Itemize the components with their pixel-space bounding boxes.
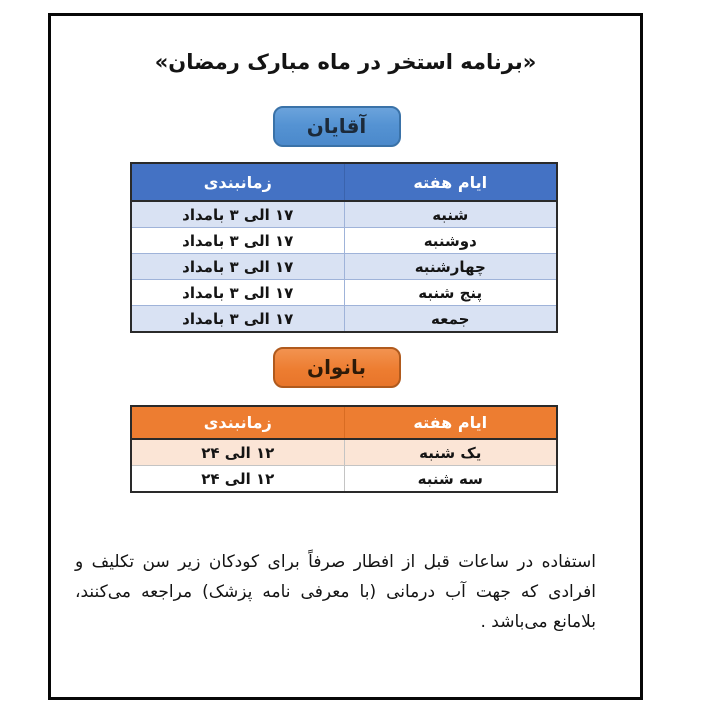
table-row <box>131 254 557 280</box>
womens-schedule-table <box>130 405 558 493</box>
day-cell: پنج شنبه <box>344 280 557 306</box>
time-cell: ۱۷ الی ۳ بامداد <box>131 254 344 280</box>
table-row <box>131 280 557 306</box>
womens-table-header-row <box>131 406 557 439</box>
time-cell: ۱۷ الی ۳ بامداد <box>131 228 344 254</box>
table-row <box>131 228 557 254</box>
footnote-text: استفاده در ساعات قبل از افطار صرفاً برای کودکان زیر سن تکلیف و افرادی که جهت آب درمانی (با معرفی نامه پزشک) مراجعه می‌کنند، بلامانع می‌باشد . <box>75 552 596 632</box>
table-row <box>131 201 557 228</box>
day-cell: سه شنبه <box>344 466 557 493</box>
page-title: «برنامه استخر در ماه مبارک رمضان» <box>154 50 537 74</box>
mens-table-header-row <box>131 163 557 201</box>
table-row <box>131 306 557 333</box>
day-cell: یک شنبه <box>344 439 557 466</box>
mens-col-header-schedule: زمانبندی <box>131 163 344 201</box>
mens-schedule-table <box>130 162 558 333</box>
time-cell: ۱۲ الی ۲۴ <box>131 466 344 493</box>
time-cell: ۱۲ الی ۲۴ <box>131 439 344 466</box>
page-border-frame <box>48 13 643 700</box>
time-cell: ۱۷ الی ۳ بامداد <box>131 306 344 333</box>
day-cell: چهارشنبه <box>344 254 557 280</box>
day-cell: شنبه <box>344 201 557 228</box>
time-cell: ۱۷ الی ۳ بامداد <box>131 201 344 228</box>
day-cell: جمعه <box>344 306 557 333</box>
day-cell: دوشنبه <box>344 228 557 254</box>
mens-section-badge: آقایان <box>273 106 401 147</box>
table-row <box>131 439 557 466</box>
womens-section-badge: بانوان <box>273 347 401 388</box>
mens-col-header-days: ایام هفته <box>344 163 557 201</box>
time-cell: ۱۷ الی ۳ بامداد <box>131 280 344 306</box>
womens-col-header-schedule: زمانبندی <box>131 406 344 439</box>
table-row <box>131 466 557 493</box>
womens-col-header-days: ایام هفته <box>344 406 557 439</box>
